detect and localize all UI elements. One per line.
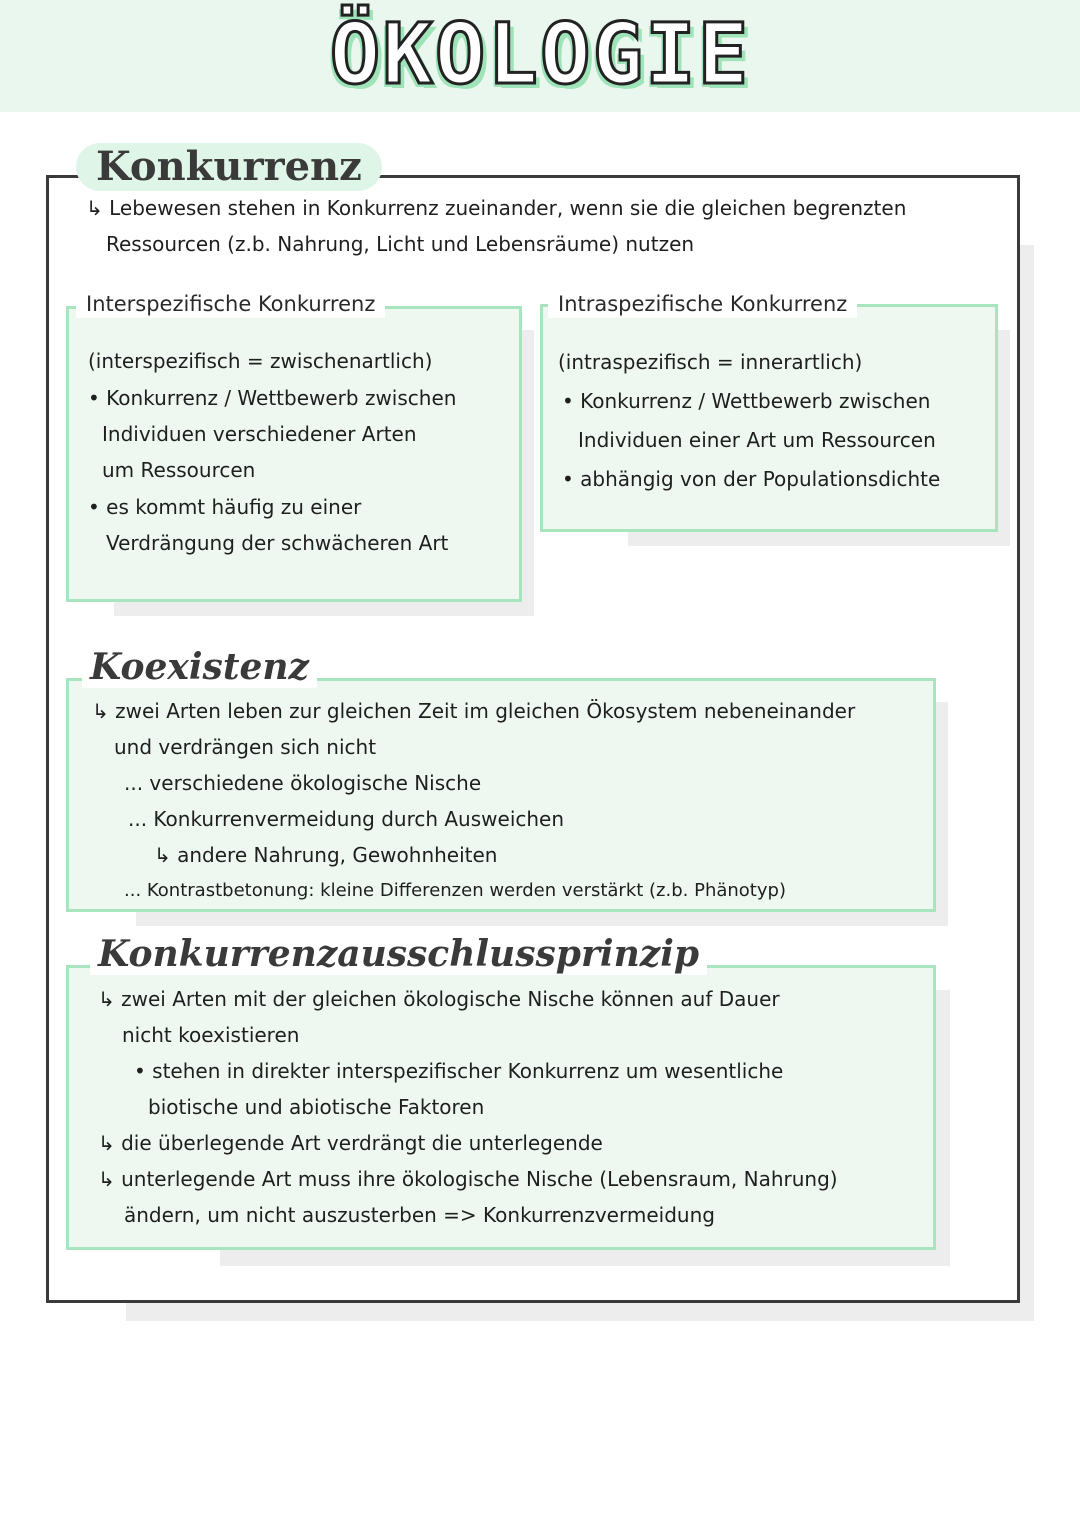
- koexistenz-line-6: ... Kontrastbetonung: kleine Differenzen werden verstärkt (z.b. Phänotyp): [124, 880, 786, 901]
- inter-line-6: Verdrängung der schwächeren Art: [106, 531, 449, 555]
- intra-line-2: • Konkurrenz / Wettbewerb zwischen: [562, 389, 931, 413]
- ausschluss-line-7: ändern, um nicht auszusterben => Konkurrenzvermeidung: [124, 1203, 715, 1227]
- inter-line-5: • es kommt häufig zu einer: [88, 495, 362, 519]
- intra-label: Intraspezifische Konkurrenz: [548, 290, 857, 318]
- ausschluss-line-6: ↳ unterlegende Art muss ihre ökologische Nische (Lebensraum, Nahrung): [98, 1167, 838, 1191]
- konkurrenz-intro-line-2: Ressourcen (z.b. Nahrung, Licht und Lebensräume) nutzen: [106, 232, 695, 256]
- koexistenz-line-5: ↳ andere Nahrung, Gewohnheiten: [154, 843, 498, 867]
- konkurrenz-intro-line-1: ↳ Lebewesen stehen in Konkurrenz zueinander, wenn sie die gleichen begrenzten: [86, 196, 907, 220]
- ausschluss-line-3: • stehen in direkter interspezifischer Konkurrenz um wesentliche: [134, 1059, 784, 1083]
- page-title: ÖKOLOGIE: [329, 5, 751, 103]
- ausschluss-line-1: ↳ zwei Arten mit der gleichen ökologische Nische können auf Dauer: [98, 987, 780, 1011]
- koexistenz-line-3: ... verschiedene ökologische Nische: [124, 771, 482, 795]
- ausschluss-heading: Konkurrenzausschlussprinzip: [90, 935, 707, 975]
- koexistenz-line-1: ↳ zwei Arten leben zur gleichen Zeit im gleichen Ökosystem nebeneinander: [92, 699, 856, 723]
- konkurrenz-heading: Konkurrenz: [76, 143, 382, 191]
- inter-line-3: Individuen verschiedener Arten: [102, 422, 417, 446]
- inter-label: Interspezifische Konkurrenz: [76, 290, 385, 318]
- inter-line-4: um Ressourcen: [102, 458, 256, 482]
- inter-line-1: (interspezifisch = zwischenartlich): [88, 349, 433, 373]
- koexistenz-heading: Koexistenz: [82, 648, 317, 688]
- koexistenz-line-2: und verdrängen sich nicht: [114, 735, 377, 759]
- ausschluss-line-2: nicht koexistieren: [122, 1023, 300, 1047]
- ausschluss-line-5: ↳ die überlegende Art verdrängt die unterlegende: [98, 1131, 603, 1155]
- intra-line-3: Individuen einer Art um Ressourcen: [578, 428, 936, 452]
- intra-line-4: • abhängig von der Populationsdichte: [562, 467, 941, 491]
- intra-line-1: (intraspezifisch = innerartlich): [558, 350, 863, 374]
- inter-line-2: • Konkurrenz / Wettbewerb zwischen: [88, 386, 457, 410]
- ausschluss-line-4: biotische und abiotische Faktoren: [148, 1095, 485, 1119]
- koexistenz-line-4: ... Konkurrenvermeidung durch Ausweichen: [128, 807, 565, 831]
